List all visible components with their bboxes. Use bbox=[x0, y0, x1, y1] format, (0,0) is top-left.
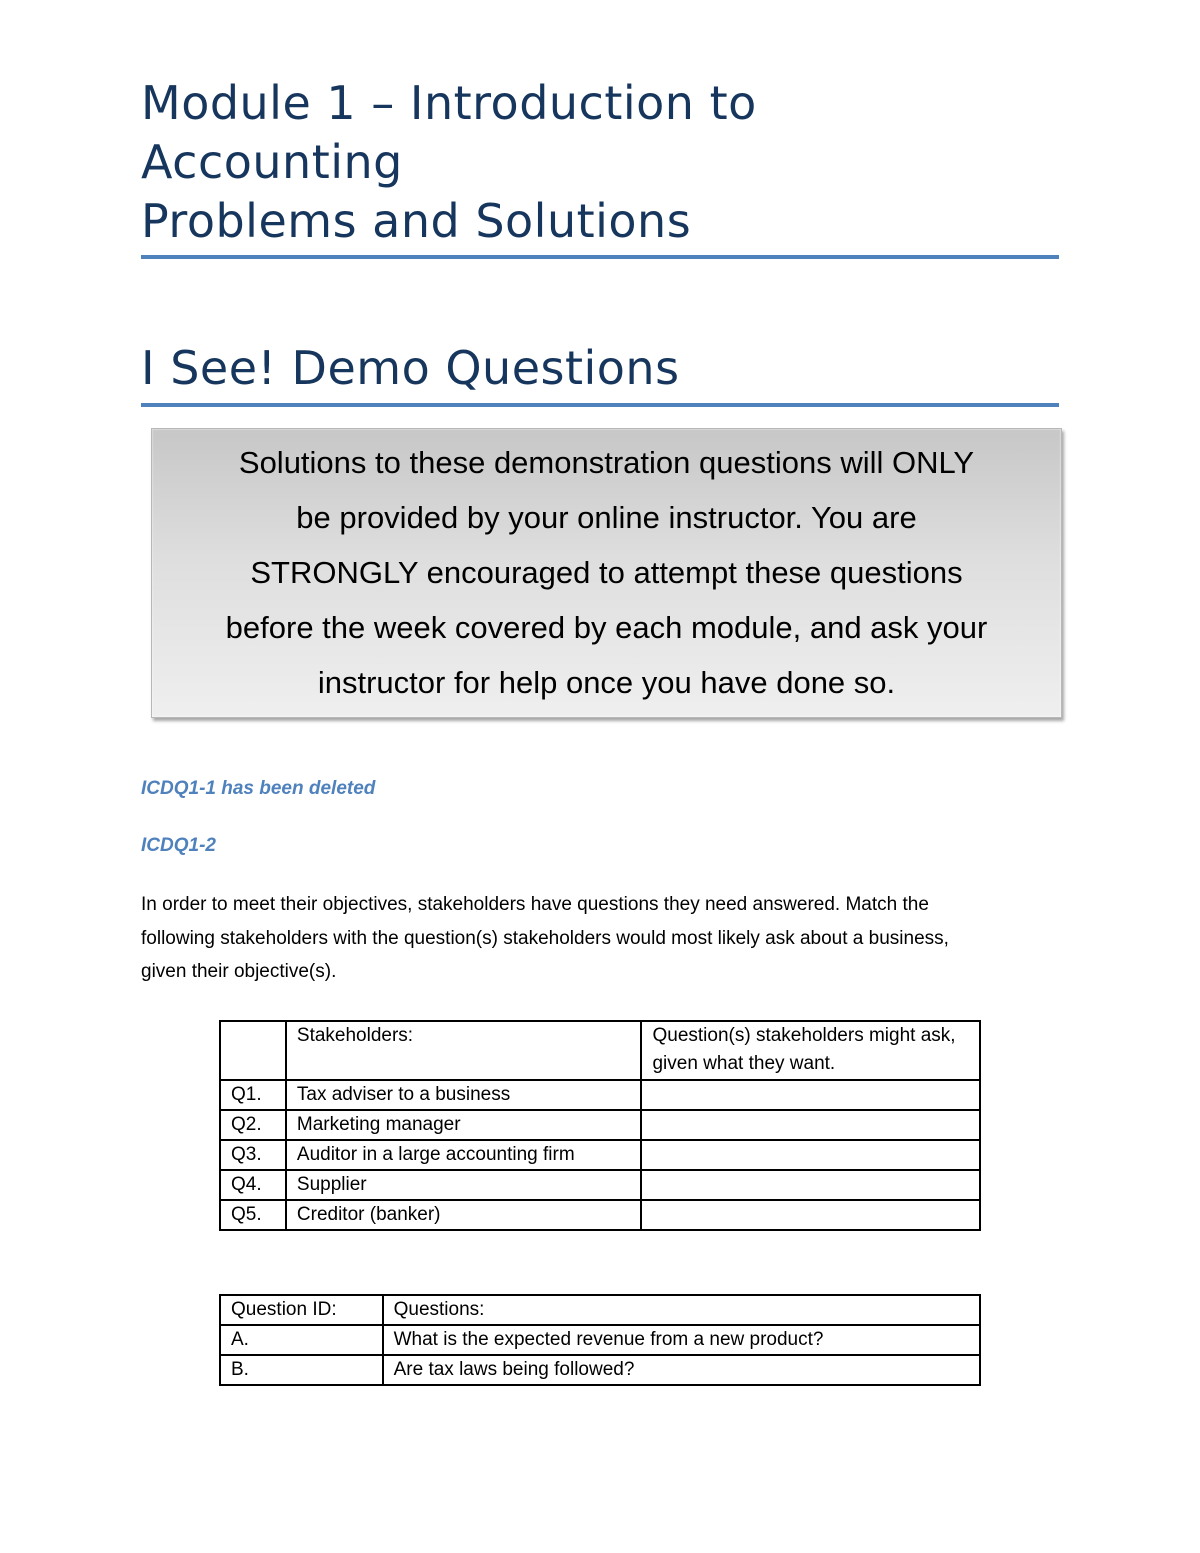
intro-line-3: given their objective(s). bbox=[141, 961, 337, 982]
intro-line-2: following stakeholders with the question(s) stakeholders would most likely ask about a business, bbox=[141, 927, 949, 949]
row-stakeholder: Creditor (banker) bbox=[286, 1200, 642, 1230]
notice-line-3: STRONGLY encouraged to attempt these questions bbox=[250, 555, 963, 590]
row-stakeholder: Marketing manager bbox=[286, 1110, 642, 1140]
row-answer-cell[interactable] bbox=[641, 1080, 980, 1110]
table-row bbox=[220, 1170, 980, 1200]
row-answer-cell[interactable] bbox=[641, 1170, 980, 1200]
notice-line-2: be provided by your online instructor. You are bbox=[296, 500, 917, 535]
intro-line-1: In order to meet their objectives, stakeholders have questions they need answered. Match the bbox=[141, 894, 929, 915]
header-cell-stakeholders: Stakeholders: bbox=[286, 1021, 642, 1080]
title-line-2: Accounting bbox=[141, 135, 403, 189]
row-id: Q3. bbox=[220, 1140, 286, 1170]
row-stakeholder: Tax adviser to a business bbox=[286, 1080, 642, 1110]
table-header-row bbox=[220, 1295, 980, 1325]
row-question: What is the expected revenue from a new product? bbox=[383, 1325, 980, 1355]
notice-line-1: Solutions to these demonstration questions will ONLY bbox=[238, 445, 975, 480]
section-underline bbox=[141, 403, 1059, 407]
row-question: Are tax laws being followed? bbox=[383, 1355, 980, 1385]
header-cell-questions: Questions: bbox=[383, 1295, 980, 1325]
row-id: Q4. bbox=[220, 1170, 286, 1200]
table-row bbox=[220, 1355, 980, 1385]
row-id: Q1. bbox=[220, 1080, 286, 1110]
row-answer-cell[interactable] bbox=[641, 1110, 980, 1140]
notice-line-5: instructor for help once you have done so. bbox=[317, 665, 896, 700]
title-line-3: Problems and Solutions bbox=[141, 194, 692, 248]
header-cell-questions: Question(s) stakeholders might ask, given what they want. bbox=[641, 1021, 980, 1080]
table-header-row bbox=[220, 1021, 980, 1080]
row-id: A. bbox=[220, 1325, 383, 1355]
row-id: Q2. bbox=[220, 1110, 286, 1140]
header-cell-id bbox=[220, 1021, 286, 1080]
row-id: Q5. bbox=[220, 1200, 286, 1230]
notice-line-4: before the week covered by each module, and ask your bbox=[225, 610, 988, 645]
instructor-notice-box bbox=[151, 428, 1062, 718]
table-row bbox=[220, 1325, 980, 1355]
table-row bbox=[220, 1140, 980, 1170]
row-stakeholder: Auditor in a large accounting firm bbox=[286, 1140, 642, 1170]
row-id: B. bbox=[220, 1355, 383, 1385]
deleted-question-label: ICDQ1-1 has been deleted bbox=[141, 778, 376, 799]
table-row bbox=[220, 1110, 980, 1140]
table-row bbox=[220, 1200, 980, 1230]
question-intro bbox=[141, 888, 1071, 989]
row-stakeholder: Supplier bbox=[286, 1170, 642, 1200]
document-title bbox=[141, 74, 1061, 251]
header-cell-question-id: Question ID: bbox=[220, 1295, 383, 1325]
title-line-1: Module 1 – Introduction to bbox=[141, 76, 757, 130]
row-answer-cell[interactable] bbox=[641, 1200, 980, 1230]
section-heading: I See! Demo Questions bbox=[141, 341, 680, 395]
stakeholder-table bbox=[219, 1020, 981, 1231]
table-row bbox=[220, 1080, 980, 1110]
question-label: ICDQ1-2 bbox=[141, 835, 216, 856]
row-answer-cell[interactable] bbox=[641, 1140, 980, 1170]
questions-table bbox=[219, 1294, 981, 1386]
title-underline bbox=[141, 255, 1059, 259]
